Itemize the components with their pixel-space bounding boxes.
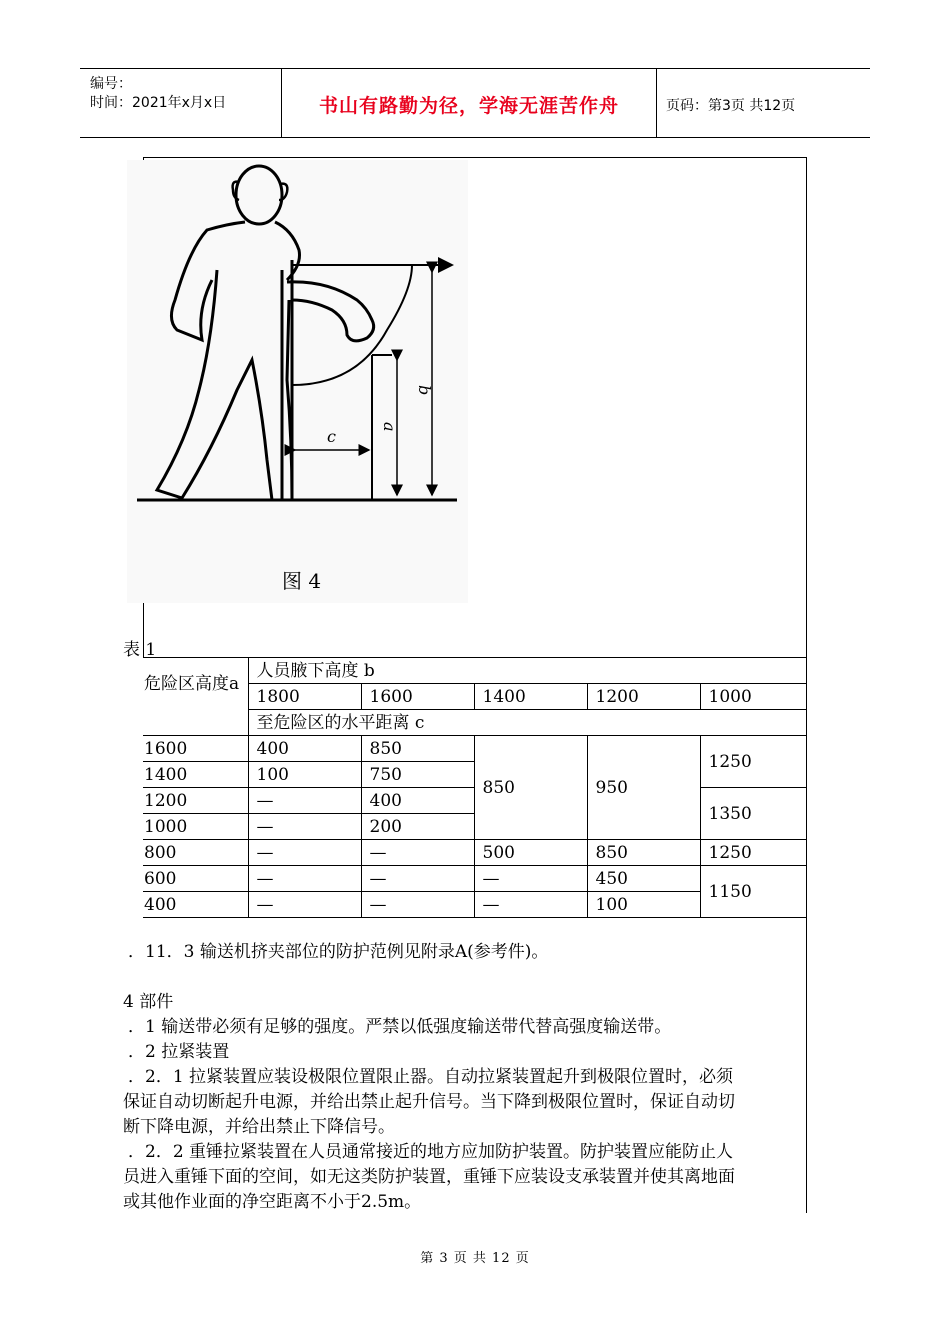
header-motto: 书山有路勤为径，学海无涯苦作舟 [318,95,619,117]
document-number-label: 编号： [90,76,132,92]
table-cell: — [248,814,361,840]
table-cell: — [248,892,361,918]
paragraph-11-3: ．11．3 输送机挤夹部位的防护范例见附录A(参考件)。 [128,942,549,962]
table-cell: 100 [587,892,700,918]
b-value: 1800 [248,684,361,710]
header-danger-height: 危险区高度a [143,658,248,736]
table-cell: — [248,840,361,866]
table-title: 表 1 [123,640,157,660]
merged-cell-1000-bottom: 1150 [700,866,806,918]
table-cell: 850 [587,840,700,866]
section-4-heading: 4 部件 [123,992,174,1012]
paragraph-4-2-1-line1: ．2．1 拉紧装置应装设极限位置限止器。自动拉紧装置起升到极限位置时，必须 [128,1067,734,1087]
a-value: 600 [143,866,248,892]
label-a: a [380,422,399,432]
header-page-info: 页码：第3页 共12页 [666,98,796,114]
paragraph-4-2-2-line1: ．2．2 重锤拉紧装置在人员通常接近的地方应加防护装置。防护装置应能防止人 [128,1142,734,1162]
b-value: 1400 [474,684,587,710]
a-value: 1200 [143,788,248,814]
distance-table [143,657,807,918]
a-value: 1400 [143,762,248,788]
document-date: 时间：2021年x月x日 [90,95,227,111]
header-armpit-height: 人员腋下高度 b [248,658,806,684]
paragraph-4-2-2-line2: 员进入重锤下面的空间，如无这类防护装置，重锤下应装设支承装置并使其离地面 [123,1167,735,1187]
paragraph-4-2-2-line3: 或其他作业面的净空距离不小于2.5m。 [123,1192,422,1212]
header-page-cell [656,69,870,137]
a-value: 400 [143,892,248,918]
table-cell: 750 [361,762,474,788]
label-b: b [415,385,434,396]
a-value: 1600 [143,736,248,762]
table-row [143,866,806,892]
table-cell: — [361,892,474,918]
paragraph-4-2-1-line3: 断下降电源，并给出禁止下降信号。 [123,1117,395,1137]
figure-illustration [127,160,468,603]
table-cell: 1250 [700,840,806,866]
table-cell: 450 [587,866,700,892]
figure-4 [127,160,468,603]
page-header [80,68,870,138]
table-cell: — [474,866,587,892]
table-cell: 100 [248,762,361,788]
arm-outline [287,282,374,341]
page-footer: 第 3 页 共 12 页 [420,1251,530,1266]
paragraph-4-2: ．2 拉紧装置 [128,1042,230,1062]
table-cell: — [474,892,587,918]
paragraph-4-1: ．1 输送带必须有足够的强度。严禁以低强度输送带代替高强度输送带。 [128,1017,672,1037]
table-row [143,658,806,684]
figure-caption: 图 4 [282,569,322,593]
table-cell: 400 [248,736,361,762]
merged-cell-1200: 950 [587,736,700,840]
table-cell: — [248,788,361,814]
table-row [143,736,806,762]
header-motto-cell [281,69,657,137]
table-cell: 500 [474,840,587,866]
table-cell: — [361,840,474,866]
table-cell: 200 [361,814,474,840]
b-value: 1000 [700,684,806,710]
a-value: 1000 [143,814,248,840]
table-cell: 400 [361,788,474,814]
b-value: 1600 [361,684,474,710]
head-shape [236,166,282,224]
b-value: 1200 [587,684,700,710]
a-value: 800 [143,840,248,866]
paragraph-4-2-1-line2: 保证自动切断起升电源，并给出禁止起升信号。当下降到极限位置时，保证自动切 [123,1092,735,1112]
label-c: c [327,427,336,446]
merged-cell-1400: 850 [474,736,587,840]
table-cell: 850 [361,736,474,762]
merged-cell-1000-mid: 1350 [700,788,806,840]
table-row [143,840,806,866]
header-meta [80,69,280,137]
table-cell: — [248,866,361,892]
merged-cell-1000-top: 1250 [700,736,806,788]
header-horizontal-distance: 至危险区的水平距离 c [248,710,806,736]
body-outline [157,222,292,500]
table-cell: — [361,866,474,892]
frame-top-border [143,157,807,158]
